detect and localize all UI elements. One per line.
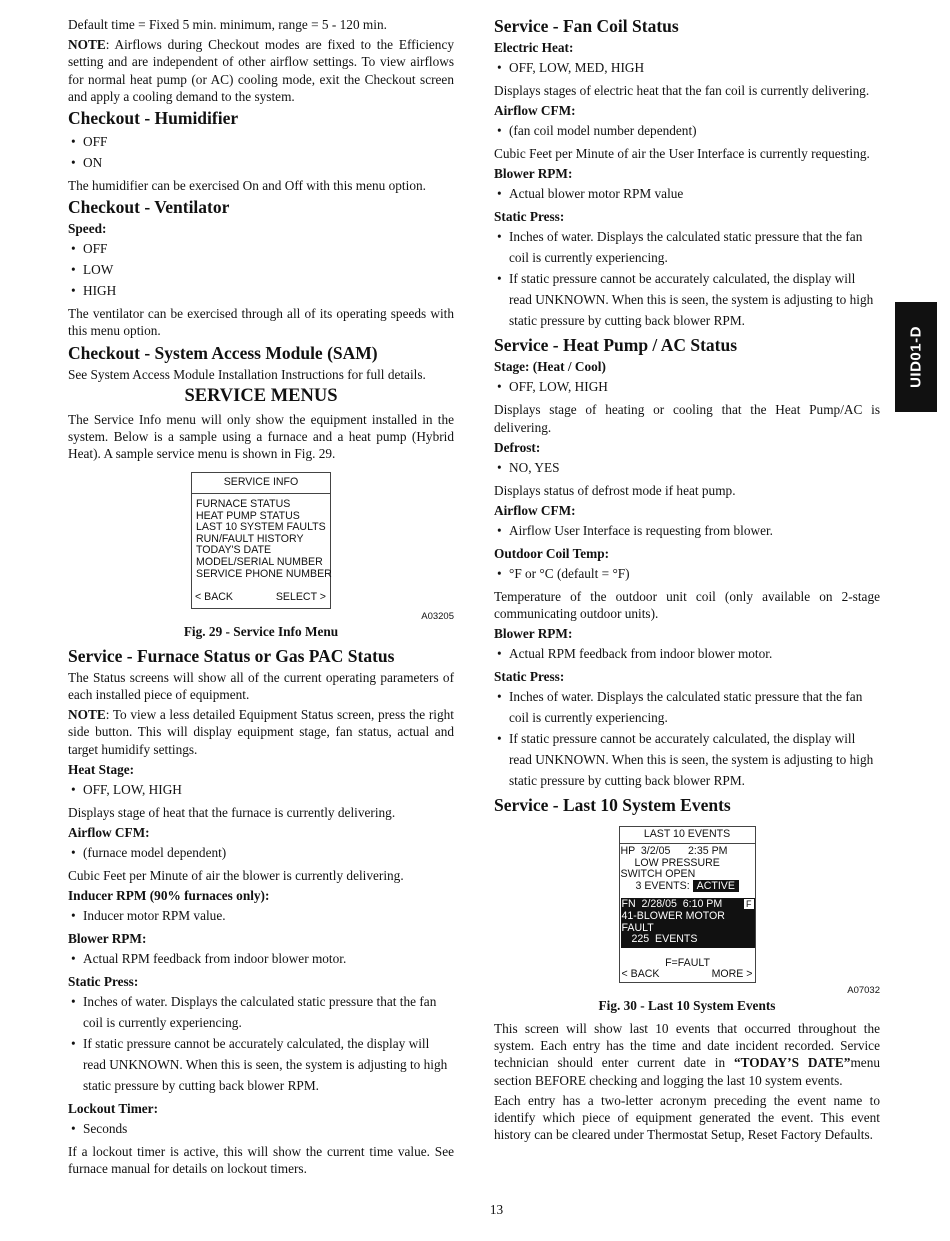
event-1-name-cont: SWITCH OPEN [620,868,696,881]
service-menus-text: The Service Info menu will only show the equipment installed in the system. Below is a sample using a furnace and a heat pump (Hybrid Heat). A sample service menu is shown in Fig. 29. [68,411,454,462]
list-item: • NO, YES [494,457,880,478]
figure-caption: Fig. 29 - Service Info Menu [183,623,339,639]
screen-nav [620,969,755,982]
left-column [68,16,454,1181]
service-info-screen [191,472,331,608]
back-button[interactable]: < BACK [621,968,660,981]
screen-title: LAST 10 EVENTS [620,827,755,844]
todays-date-ref: “TODAY’S DATE” [733,1055,851,1071]
blower-options [494,183,880,204]
menu-item-service-phone[interactable]: SERVICE PHONE NUMBER [196,567,332,580]
coil-temp-text: Temperature of the outdoor unit coil (only available on 2-stage communicating outdoor units). [494,589,880,622]
static-label: Static Press: [68,974,139,990]
lockout-label: Lockout Timer: [68,1101,159,1117]
heat-stage-options [68,779,454,800]
lockout-options [68,1118,454,1139]
page-number: 13 [489,1202,504,1217]
airflow-text: Cubic Feet per Minute of air the User Interface is currently requesting. [494,146,870,162]
note-text: : Airflows during Checkout modes are fixed to the Efficiency setting and are independent of other airflow settings. To view airflows for normal heat pump (or AC) cooling mode, exit the Checkout screen and apply a cooling demand to the system. [68,37,454,104]
event-2-selected[interactable] [621,898,755,947]
airflow-note [68,36,454,105]
blower-label: Blower RPM: [68,931,147,947]
figure-code: A07032 [847,984,880,996]
list-item: • OFF [68,238,454,259]
fan-coil-heading: Service - Fan Coil Status [494,16,679,36]
static-options [494,226,880,331]
ventilator-options [68,238,454,301]
airflow-options [68,842,454,863]
static-label: Static Press: [494,209,565,225]
blower-label: Blower RPM: [494,166,573,182]
list-item: • OFF, LOW, HIGH [494,376,880,397]
fault-legend: F=FAULT [665,956,710,969]
screen-nav [192,580,330,608]
lockout-text: If a lockout timer is active, this will show the current time value. See furnace manual for details on lockout timers. [68,1144,454,1177]
humidifier-heading: Checkout - Humidifier [68,108,239,129]
list-item: • If static pressure cannot be accurately calculated, the display will read UNKNOWN. When this is seen, the system is adjusting to high static pressure by cutting back blower RPM. [494,268,880,331]
static-label: Static Press: [494,669,565,685]
last-10-events-heading: Service - Last 10 System Events [494,795,731,816]
list-item: • Actual blower motor RPM value [494,183,880,204]
event-2-count: 225 EVENTS [631,933,698,946]
more-button[interactable]: MORE > [711,968,753,981]
screen-title: SERVICE INFO [192,473,330,494]
figure-caption: Fig. 30 - Last 10 System Events [598,997,776,1013]
list-item: • Inches of water. Displays the calculated static pressure that the fan coil is currently experiencing. [68,991,454,1033]
list-item: • (furnace model dependent) [68,842,454,863]
coil-temp-options [494,563,880,584]
ventilator-heading: Checkout - Ventilator [68,197,230,218]
side-tab-label: UID01-D [907,326,925,388]
event-1-name: LOW PRESSURE [634,856,720,869]
list-item: • Actual RPM feedback from indoor blower motor. [494,643,880,664]
list-item: • Airflow User Interface is requesting from blower. [494,520,880,541]
humidifier-options [68,131,454,173]
select-button[interactable]: SELECT > [275,591,326,604]
list-item: • OFF [68,131,454,152]
menu-item-heat-pump-status[interactable]: HEAT PUMP STATUS [196,509,300,522]
menu-items [192,494,330,580]
figure-code: A03205 [421,610,454,622]
side-tab [895,302,937,412]
heat-stage-text: Displays stage of heat that the furnace is currently delivering. [68,804,396,820]
airflow-label: Airflow CFM: [494,103,576,119]
airflow-label: Airflow CFM: [494,503,576,519]
list-item: • ON [68,152,454,173]
list-item: • Actual RPM feedback from indoor blower motor. [68,948,454,969]
defrost-label: Defrost: [494,439,541,455]
events-text-part: menu section BEFORE checking and logging the last 10 system events. [494,1055,880,1088]
note-label: NOTE [68,37,106,53]
heat-pump-heading: Service - Heat Pump / AC Status [494,335,738,356]
airflow-label: Airflow CFM: [68,825,150,840]
menu-item-furnace-status[interactable]: FURNACE STATUS [196,498,291,511]
blower-options [494,643,880,664]
default-time-text: Default time = Fixed 5 min. minimum, range = 5 - 120 min. [68,17,387,32]
menu-item-todays-date[interactable]: TODAY'S DATE [196,544,272,557]
menu-item-last-10-faults[interactable]: LAST 10 SYSTEM FAULTS [196,521,326,534]
ventilator-speed-label: Speed: [68,221,107,237]
electric-heat-text: Displays stages of electric heat that the fan coil is currently delivering. [494,83,870,98]
last-events-screen [619,826,756,983]
airflow-options [494,520,880,541]
list-item: • If static pressure cannot be accurately calculated, the display will read UNKNOWN. When this is seen, the system is adjusting to high static pressure by cutting back blower RPM. [68,1033,454,1096]
blower-options [68,948,454,969]
events-text-1 [494,1020,880,1089]
events-text-2: Each entry has a two-letter acronym preceding the event name to identify which piece of equipment generated the event. This event history can be cleared under Thermostat Setup, Reset Factory Defaults. [494,1092,880,1143]
electric-heat-label: Electric Heat: [494,40,574,55]
events-text-part: This screen will show last 10 events that occurred throughout the system. Each entry has the time and date incident recorded. Service technician should enter current date in [494,1020,880,1071]
list-item: • °F or °C (default = °F) [494,563,880,584]
static-options [494,686,880,791]
list-item: • If static pressure cannot be accurately calculated, the display will read UNKNOWN. When this is seen, the system is adjusting to high static pressure by cutting back blower RPM. [494,728,880,791]
menu-item-run-fault-history[interactable]: RUN/FAULT HISTORY [196,532,304,545]
static-options [68,991,454,1096]
coil-temp-label: Outdoor Coil Temp: [494,546,610,562]
furnace-status-text: The Status screens will show all of the current operating parameters of each installed piece of equipment. [68,669,454,702]
list-item: • Inches of water. Displays the calculated static pressure that the fan coil is currently experiencing. [494,686,880,728]
heat-stage-label: Heat Stage: [68,761,135,777]
note-label: NOTE [68,707,106,723]
active-badge: ACTIVE [693,880,739,892]
airflow-options [494,120,880,141]
event-2-header: FN 2/28/05 6:10 PM [621,898,723,911]
stage-text: Displays stage of heating or cooling that the Heat Pump/AC is delivering. [494,402,880,435]
furnace-status-heading: Service - Furnace Status or Gas PAC Status [68,645,395,666]
list-item: • HIGH [68,280,454,301]
sam-heading: Checkout - System Access Module (SAM) [68,342,378,363]
service-menus-heading: SERVICE MENUS [184,385,338,406]
back-button[interactable]: < BACK [195,591,233,604]
events-list [620,844,755,969]
right-column [494,16,880,1146]
event-1-header: HP 3/2/05 2:35 PM [620,845,728,858]
airflow-text: Cubic Feet per Minute of air the blower is currently delivering. [68,868,404,883]
list-item: • Seconds [68,1118,454,1139]
ventilator-text: The ventilator can be exercised through all of its operating speeds with this menu option. [68,306,454,339]
furnace-note [68,706,454,758]
event-2-name: 41-BLOWER MOTOR FAULT [621,909,725,934]
defrost-text: Displays status of defrost mode if heat pump. [494,482,736,498]
figure-30 [494,826,880,1014]
inducer-options [68,905,454,926]
list-item: • LOW [68,259,454,280]
electric-heat-options [494,57,880,78]
list-item: • OFF, LOW, MED, HIGH [494,57,880,78]
stage-options [494,376,880,397]
menu-item-model-serial[interactable]: MODEL/SERIAL NUMBER [196,556,323,568]
list-item: • OFF, LOW, HIGH [68,779,454,800]
list-item: • Inducer motor RPM value. [68,905,454,926]
inducer-label: Inducer RPM (90% furnaces only): [68,888,270,904]
list-item: • (fan coil model number dependent) [494,120,880,141]
note-text: : To view a less detailed Equipment Status screen, press the right side button. This will display equipment stage, fan status, actual and target humidify settings. [68,707,454,757]
blower-label: Blower RPM: [494,626,573,642]
defrost-options [494,457,880,478]
stage-label: Stage: (Heat / Cool) [494,359,606,375]
figure-29 [68,472,454,639]
humidifier-text: The humidifier can be exercised On and Off with this menu option. [68,178,426,194]
event-count-text: 3 EVENTS: [635,879,690,892]
sam-text: See System Access Module Installation Instructions for full details. [68,366,426,382]
list-item: • Inches of water. Displays the calculated static pressure that the fan coil is currently experiencing. [494,226,880,268]
event-1-count [621,881,755,893]
fault-flag: F [746,899,752,910]
